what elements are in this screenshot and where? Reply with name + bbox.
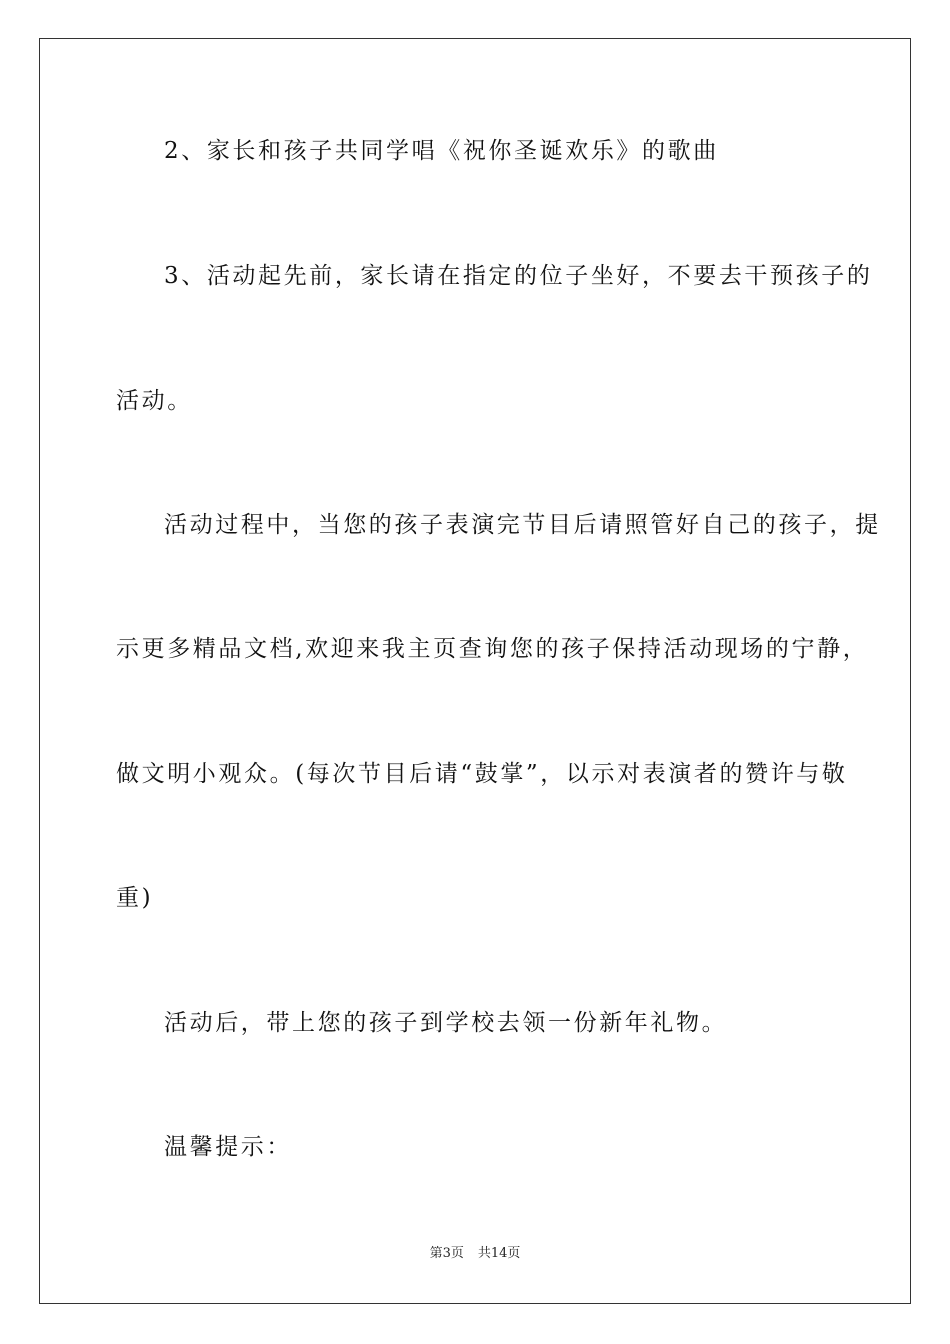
- paragraph-line: 3、活动起先前，家长请在指定的位子坐好，不要去干预孩子的: [164, 263, 873, 289]
- page-frame: [39, 38, 911, 1304]
- paragraph-line: 活动过程中，当您的孩子表演完节目后请照管好自己的孩子，提: [164, 512, 881, 538]
- paragraph-line: 活动后，带上您的孩子到学校去领一份新年礼物。: [164, 1010, 728, 1036]
- paragraph-line: 做文明小观众。(每次节目后请“鼓掌”，以示对表演者的赞许与敬: [116, 761, 848, 787]
- total-pages: 共14页: [477, 1246, 521, 1261]
- page-number: 第3页: [429, 1246, 464, 1261]
- paragraph-line: 重): [116, 885, 154, 911]
- paragraph-line: 活动。: [116, 388, 193, 414]
- paragraph-line: 示更多精品文档,欢迎来我主页查询您的孩子保持活动现场的宁静，: [116, 636, 869, 662]
- page-footer: [0, 1245, 950, 1263]
- paragraph-line: 2、家长和孩子共同学唱《祝你圣诞欢乐》的歌曲: [164, 138, 719, 164]
- paragraph-line: 温馨提示：: [164, 1134, 292, 1160]
